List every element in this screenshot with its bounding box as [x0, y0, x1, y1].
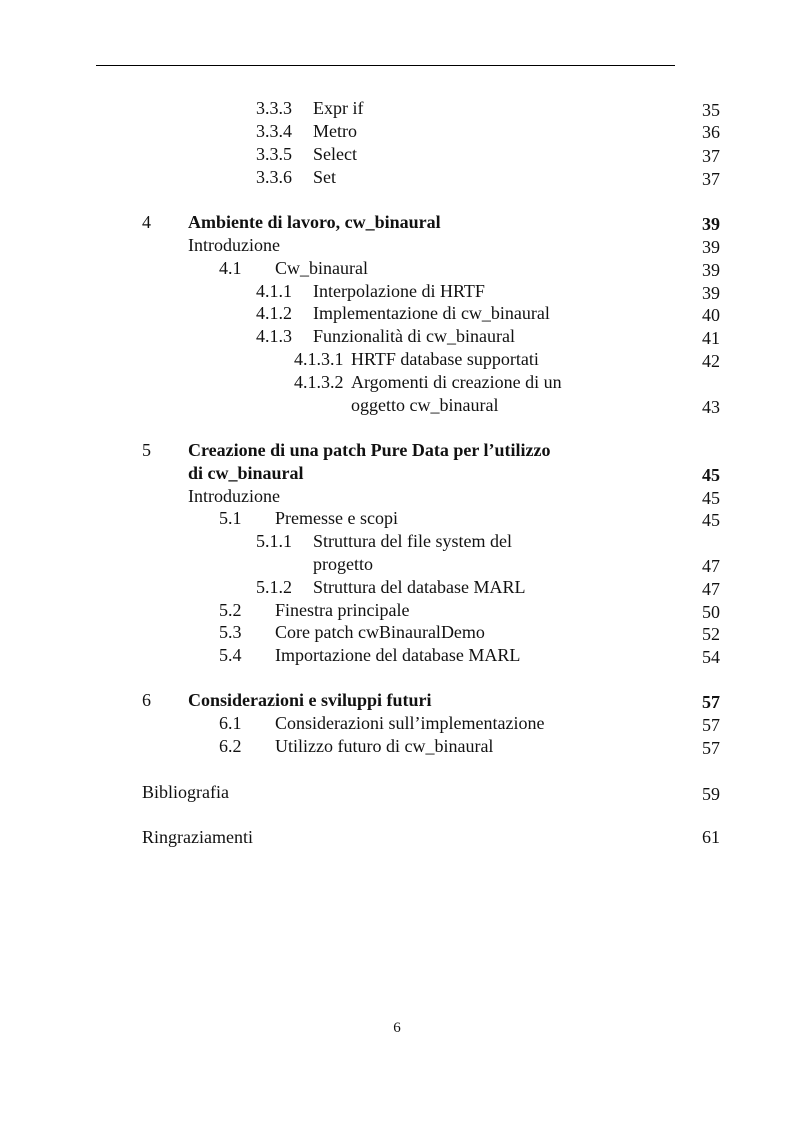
toc-page: 39: [702, 283, 720, 303]
toc-page: 39: [702, 237, 720, 257]
toc-page: 37: [702, 146, 720, 166]
toc-page: 35: [702, 100, 720, 120]
toc-page: 39: [702, 260, 720, 280]
toc-title-continued: progetto: [313, 554, 373, 574]
chapter-title-continued: di cw_binaural: [188, 463, 304, 483]
toc-number: 5.1.2: [256, 577, 292, 597]
toc-title: Considerazioni sull’implementazione: [275, 713, 545, 733]
toc-page: 57: [702, 738, 720, 758]
toc-title: HRTF database supportati: [351, 349, 539, 369]
toc-page: 42: [702, 351, 720, 371]
toc-title: Introduzione: [188, 486, 280, 506]
toc-title: Finestra principale: [275, 600, 410, 620]
toc-title: Struttura del database MARL: [313, 577, 526, 597]
toc-page: 36: [702, 122, 720, 142]
toc-number: 6.2: [219, 736, 242, 756]
toc-title: Ringraziamenti: [142, 827, 253, 847]
toc-title-continued: oggetto cw_binaural: [351, 395, 499, 415]
toc-title: Funzionalità di cw_binaural: [313, 326, 515, 346]
chapter-number: 4: [142, 212, 151, 232]
toc-page: 41: [702, 328, 720, 348]
toc-page: 37: [702, 169, 720, 189]
toc-page: 61: [702, 827, 720, 847]
chapter-title: Ambiente di lavoro, cw_binaural: [188, 212, 441, 232]
toc-title: Set: [313, 167, 337, 187]
toc-page: 45: [702, 510, 720, 530]
toc-page: 40: [702, 305, 720, 325]
toc-number: 4.1.3.2: [294, 372, 344, 392]
toc-number: 4.1.3.1: [294, 349, 344, 369]
toc-number: 4.1.1: [256, 281, 292, 301]
toc-title: Cw_binaural: [275, 258, 368, 278]
toc-number: 4.1.3: [256, 326, 292, 346]
toc-number: 5.4: [219, 645, 242, 665]
chapter-number: 6: [142, 690, 151, 710]
toc-page: 57: [702, 715, 720, 735]
toc-page: 59: [702, 784, 720, 804]
toc-title: Expr if: [313, 98, 364, 118]
chapter-page: 45: [702, 465, 720, 485]
chapter-number: 5: [142, 440, 151, 460]
toc-number: 6.1: [219, 713, 242, 733]
toc-title: Bibliografia: [142, 782, 229, 802]
toc-number: 3.3.6: [256, 167, 292, 187]
chapter-title: Considerazioni e sviluppi futuri: [188, 690, 432, 710]
chapter-page: 39: [702, 214, 720, 234]
toc-title: Importazione del database MARL: [275, 645, 521, 665]
toc-number: 4.1.2: [256, 303, 292, 323]
toc-title: Metro: [313, 121, 357, 141]
toc-title: Struttura del file system del: [313, 531, 512, 551]
toc-title: Argomenti di creazione di un: [351, 372, 562, 392]
chapter-title: Creazione di una patch Pure Data per l’utilizzo: [188, 440, 551, 460]
toc-title: Core patch cwBinauralDemo: [275, 622, 485, 642]
toc-title: Select: [313, 144, 357, 164]
toc-page: 47: [702, 556, 720, 576]
toc-page: 54: [702, 647, 720, 667]
toc-title: Implementazione di cw_binaural: [313, 303, 550, 323]
toc-page: 47: [702, 579, 720, 599]
page-number: 6: [393, 1020, 401, 1036]
toc-page: 45: [702, 488, 720, 508]
toc-number: 5.1.1: [256, 531, 292, 551]
toc-title: Introduzione: [188, 235, 280, 255]
chapter-page: 57: [702, 692, 720, 712]
toc-number: 3.3.3: [256, 98, 292, 118]
toc-page: 52: [702, 624, 720, 644]
toc-title: Interpolazione di HRTF: [313, 281, 485, 301]
toc-title: Premesse e scopi: [275, 508, 398, 528]
toc-number: 3.3.5: [256, 144, 292, 164]
toc-title: Utilizzo futuro di cw_binaural: [275, 736, 494, 756]
toc-number: 4.1: [219, 258, 242, 278]
toc-page: 50: [702, 602, 720, 622]
toc-number: 3.3.4: [256, 121, 292, 141]
toc-page: 43: [702, 397, 720, 417]
toc-number: 5.2: [219, 600, 242, 620]
toc-number: 5.1: [219, 508, 242, 528]
toc-number: 5.3: [219, 622, 242, 642]
